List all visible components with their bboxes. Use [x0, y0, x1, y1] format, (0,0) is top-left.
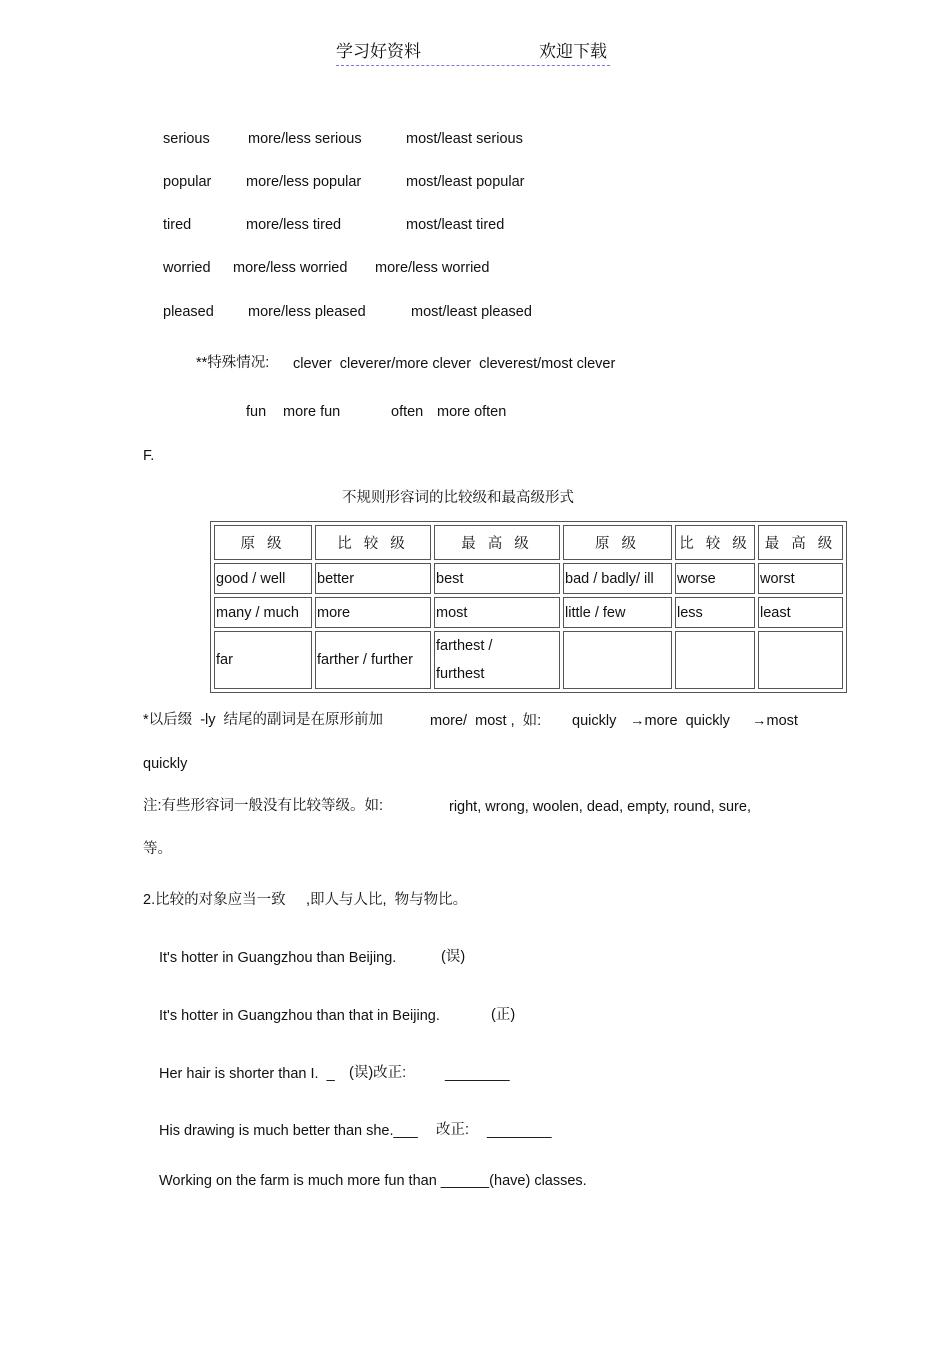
cell-line: [436, 632, 558, 660]
note-cont: 等。: [143, 841, 172, 857]
adj-comparative: more/less tired: [246, 217, 342, 233]
example-sentence: It's hotter in Guangzhou than that in Beijing.: [159, 1008, 440, 1024]
table-cell: little / few: [563, 597, 672, 628]
table-row: [214, 563, 843, 594]
adj-superlative: most/least serious: [406, 131, 523, 147]
note-no-compare: 注:有些形容词一般没有比较等级。如:: [143, 798, 384, 814]
note-ly-text: more/ most , 如:: [430, 713, 542, 729]
page-header: [336, 41, 610, 66]
adj-base: pleased: [163, 304, 214, 320]
header-right-text: 欢迎下载: [539, 42, 607, 61]
note-ly-cont: quickly: [143, 756, 188, 772]
special-base: fun: [246, 404, 267, 420]
exercise-sentence: Working on the farm is much more fun than ______(have) classes.: [159, 1173, 587, 1189]
table-cell: many / much: [214, 597, 312, 628]
table-header-cell: 比 较 级: [315, 525, 431, 560]
note-ly-text: quickly: [572, 713, 617, 729]
adj-comparative: more/less serious: [248, 131, 362, 147]
exercise-sentence: His drawing is much better than she.___: [159, 1123, 418, 1139]
cell-line-cont: furthest: [436, 666, 485, 682]
table-row: [214, 597, 843, 628]
point-title-cont: ,即人与人比, 物与物比。: [306, 892, 468, 908]
adj-superlative: most/least pleased: [411, 304, 532, 320]
adj-base: serious: [163, 131, 210, 147]
table-cell: [563, 631, 672, 689]
answer-blank: ________: [445, 1066, 510, 1082]
answer-blank: ________: [487, 1123, 552, 1139]
table-header-cell: 原 级: [214, 525, 312, 560]
table-header-cell: 最 高 级: [758, 525, 843, 560]
exercise-mark: (误)改正:: [349, 1065, 407, 1081]
table-title: 不规则形容词的比较级和最高级形式: [342, 490, 574, 506]
adj-base: popular: [163, 174, 212, 190]
table-header-cell: 比 较 级: [675, 525, 755, 560]
table-header-cell: 最 高 级: [434, 525, 560, 560]
special-comparative: more fun: [283, 404, 341, 420]
table-cell: least: [758, 597, 843, 628]
example-sentence: It's hotter in Guangzhou than Beijing.: [159, 950, 397, 966]
table-cell: worse: [675, 563, 755, 594]
header-left-text: 学习好资料: [336, 42, 421, 61]
special-comparative: more often: [437, 404, 507, 420]
example-mark: (误): [441, 949, 466, 965]
table-cell-multiline: [434, 631, 560, 689]
note-ly-text: →most: [752, 713, 798, 729]
exercise-mark: 改正:: [436, 1122, 470, 1138]
table-cell: less: [675, 597, 755, 628]
adj-comparative: more/less popular: [246, 174, 362, 190]
example-mark: (正): [491, 1007, 516, 1023]
table-cell: far: [214, 631, 312, 689]
table-row: [214, 631, 843, 689]
note-examples: right, wrong, woolen, dead, empty, round, sure,: [449, 799, 751, 815]
table-cell: most: [434, 597, 560, 628]
table-cell: [758, 631, 843, 689]
adj-comparative: more/less worried: [233, 260, 348, 276]
table-cell: best: [434, 563, 560, 594]
table-header-cell: 原 级: [563, 525, 672, 560]
table-cell: more: [315, 597, 431, 628]
table-cell: farther / further: [315, 631, 431, 689]
table-header-row: [214, 525, 843, 560]
special-base: often: [391, 404, 424, 420]
irregular-forms-table: [210, 521, 847, 693]
adj-superlative: most/least popular: [406, 174, 525, 190]
adj-superlative: more/less worried: [375, 260, 490, 276]
adj-base: tired: [163, 217, 192, 233]
special-label: **特殊情况:: [196, 355, 270, 371]
table-cell: better: [315, 563, 431, 594]
adj-comparative: more/less pleased: [248, 304, 366, 320]
special-line: clever cleverer/more clever cleverest/most clever: [293, 356, 616, 372]
adj-superlative: most/least tired: [406, 217, 505, 233]
note-ly-text: →more quickly: [630, 713, 730, 729]
table-cell: [675, 631, 755, 689]
table-cell: bad / badly/ ill: [563, 563, 672, 594]
note-ly-text: *以后缀 -ly 结尾的副词是在原形前加: [143, 712, 384, 728]
table-cell: worst: [758, 563, 843, 594]
adj-base: worried: [163, 260, 211, 276]
table-cell: good / well: [214, 563, 312, 594]
cell-text: farthest /: [436, 638, 493, 654]
exercise-sentence: Her hair is shorter than I. _: [159, 1066, 335, 1082]
section-label: F.: [143, 448, 155, 464]
point-title: 2.比较的对象应当一致: [143, 892, 286, 908]
